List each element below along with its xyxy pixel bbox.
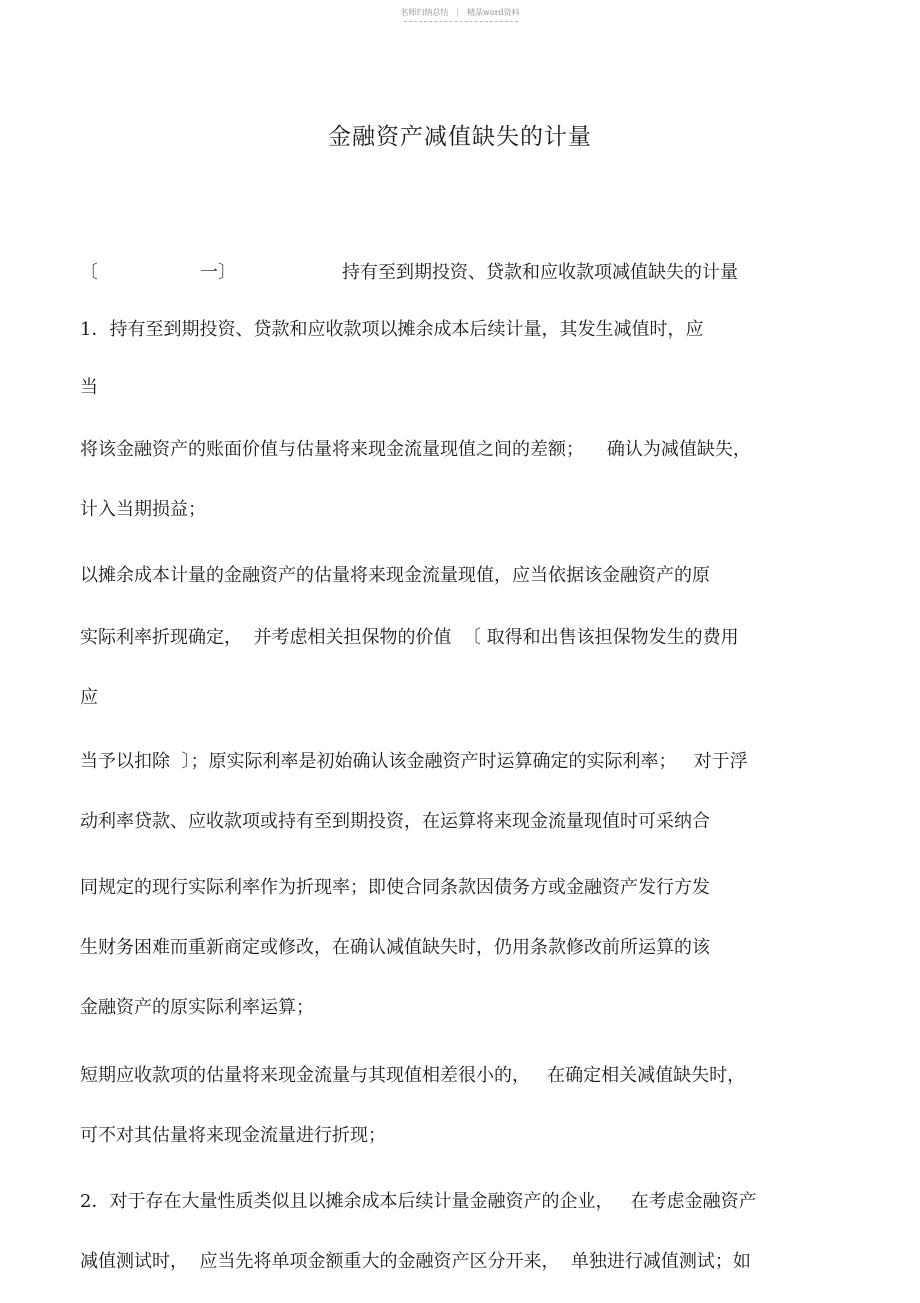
paragraph-line: 当 (80, 377, 98, 398)
document-title: 金融资产减值缺失的计量 (328, 124, 592, 150)
section-number: 一〕 (200, 262, 236, 283)
paragraph-line: 金融资产的原实际利率运算； (80, 997, 314, 1018)
header-left-text: 名师归纳总结 (400, 8, 449, 17)
paragraph-line: 以摊余成本计量的金融资产的估量将来现金流量现值，应当依据该金融资产的原 (80, 565, 710, 586)
section-heading: 持有至到期投资、贷款和应收款项减值缺失的计量 (342, 262, 738, 283)
header-rule (404, 21, 518, 22)
paragraph-line: 可不对其估量将来现金流量进行折现； (80, 1125, 386, 1146)
paragraph-line: 2．对于存在大量性质类似且以摊余成本后续计量金融资产的企业， 在考虑金融资产 (80, 1191, 757, 1212)
header-right-text: 精品word资料 (467, 8, 520, 17)
header-separator: | (456, 8, 460, 17)
paragraph-line: 当予以扣除 〕；原实际利率是初始确认该金融资产时运算确定的实际利率； 对于浮 (80, 751, 748, 772)
paragraph-line: 动利率贷款、应收款项或持有至到期投资，在运算将来现金流量现值时可采纳合 (80, 811, 710, 832)
paragraph-line: 减值测试时， 应当先将单项金额重大的金融资产区分开来， 单独进行减值测试；如 (80, 1251, 751, 1272)
paragraph-line: 短期应收款项的估量将来现金流量与其现值相差很小的， 在确定相关减值缺失时， (80, 1065, 746, 1086)
paragraph-line: 计入当期损益； (80, 499, 206, 520)
paragraph-line: 同规定的现行实际利率作为折现率；即使合同条款因债务方或金融资产发行方发 (80, 877, 710, 898)
paragraph-line: 实际利率折现确定， 并考虑相关担保物的价值 〔 取得和出售该担保物发生的费用 (80, 627, 739, 648)
paragraph-line: 将该金融资产的账面价值与估量将来现金流量现值之间的差额； 确认为减值缺失， (80, 439, 751, 460)
page-header (0, 8, 920, 18)
section-bracket-open: 〔 (80, 262, 98, 283)
paragraph-line: 生财务困难而重新商定或修改，在确认减值缺失时，仍用条款修改前所运算的该 (80, 937, 710, 958)
paragraph-line: 应 (80, 687, 98, 708)
paragraph-line: 1．持有至到期投资、贷款和应收款项以摊余成本后续计量，其发生减值时，应 (80, 319, 704, 340)
